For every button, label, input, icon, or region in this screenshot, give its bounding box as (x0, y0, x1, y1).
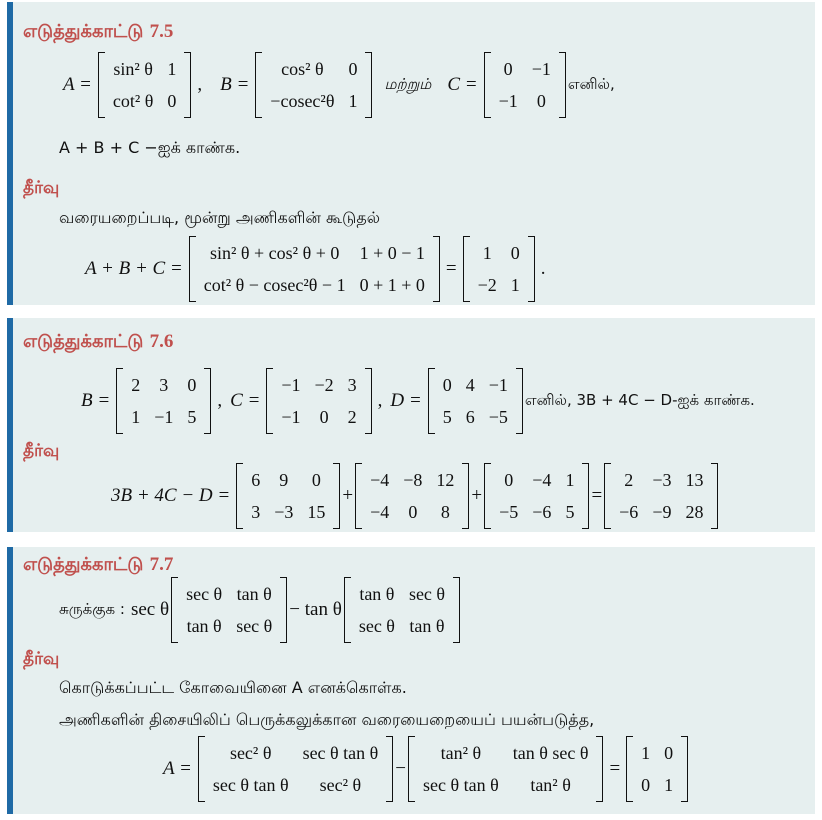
matrix-cell: −8 (403, 470, 423, 490)
matrix-d (428, 368, 523, 434)
equals-sign: = (609, 758, 621, 779)
matrix-cell: 0 (641, 775, 651, 795)
matrix-cell: −6 (619, 502, 639, 522)
task-text: A + B + C −ஐக் காண்க. (59, 138, 241, 157)
matrix-cell: −1 (281, 407, 301, 427)
solution-line-1: கொடுக்கப்பட்ட கோவையினை A எனக்கொள்க. (59, 678, 407, 697)
matrix-cell: tan θ (186, 616, 222, 636)
sum-matrix (189, 236, 440, 302)
task-text: எனில், 3B + 4C − D-ஐக் காண்க. (524, 391, 755, 409)
matrix-cell: 1 (664, 775, 674, 795)
comma: , (217, 390, 223, 411)
matrix-cell: 4 (465, 375, 475, 395)
solution-label: தீர்வு (23, 178, 60, 198)
sum-equation (81, 236, 550, 302)
and-word: மற்றும் (384, 75, 432, 93)
matrix-cell: 0 (503, 59, 513, 79)
given-matrices-line (77, 368, 755, 434)
matrix-4c (355, 463, 469, 529)
matrix-cell: −1 (531, 59, 551, 79)
matrix-cell: −5 (488, 407, 508, 427)
matrix-cell: 3 (159, 375, 169, 395)
matrix-cell: −6 (532, 502, 552, 522)
matrix-cell: 1 (641, 743, 651, 763)
matrix-cell: 13 (685, 470, 704, 490)
given-matrices-line (59, 52, 615, 118)
heading-text: எடுத்துக்காட்டு (23, 21, 144, 42)
matrix-cell: tan θ (359, 584, 395, 604)
matrix-cell: sin² θ + cos² θ + 0 (210, 243, 340, 263)
matrix-m2 (344, 577, 460, 643)
matrix-cell: cot² θ (112, 91, 154, 111)
matrix-cell: 0 + 1 + 0 (359, 275, 425, 295)
matrix-cell: 12 (436, 470, 455, 490)
matrix-b-label: B = (220, 74, 250, 95)
matrix-cell: 28 (685, 502, 704, 522)
matrix-cell: sec θ tan θ (212, 775, 289, 795)
matrix-m1 (171, 577, 287, 643)
final-equation (159, 736, 690, 802)
matrix-cell: −1 (154, 407, 174, 427)
matrix-c (484, 52, 566, 118)
matrix-c (266, 368, 371, 434)
example-heading (23, 21, 173, 44)
matrix-cell: 1 (167, 59, 177, 79)
matrix-cell: 0 (319, 407, 329, 427)
solution-label: தீர்வு (23, 649, 60, 669)
matrix-cell: sec θ (408, 584, 446, 604)
matrix-cell: sec θ tan θ (302, 743, 379, 763)
equals-sign: = (591, 485, 603, 506)
matrix-cell: 1 + 0 − 1 (359, 243, 425, 263)
matrix-cell: sec θ (186, 584, 223, 604)
matrix-cell: sec θ tan θ (423, 775, 499, 795)
heading-number: 7.5 (149, 21, 174, 42)
identity-matrix (626, 736, 688, 802)
if-word: எனில், (567, 75, 615, 93)
matrix-cell: 1 (348, 91, 358, 111)
simplify-label: சுருக்குக : (59, 600, 125, 618)
matrix-cell: 3 (347, 375, 357, 395)
matrix-b (116, 368, 211, 434)
period: . (540, 258, 546, 279)
matrix-cell: 0 (510, 243, 520, 263)
matrix-cell: −4 (370, 502, 390, 522)
matrix-cell: −4 (370, 470, 390, 490)
matrix-cell: 5 (565, 502, 575, 522)
matrix-3b (236, 463, 340, 529)
matrix-b (255, 52, 372, 118)
matrix-cell: 2 (347, 407, 357, 427)
matrix-cell: 6 (465, 407, 475, 427)
matrix-cell: −3 (652, 470, 672, 490)
matrix-cell: tan² θ (530, 775, 571, 795)
matrix-cell: −cosec²θ (270, 91, 335, 111)
plus-sign: + (471, 485, 483, 506)
matrix-cell: cot² θ − cosec²θ − 1 (203, 275, 346, 295)
matrix-minus-d (484, 463, 589, 529)
matrix-cell: tan θ sec θ (512, 743, 589, 763)
matrix-b-label: B = (81, 390, 111, 411)
sec-coefficient: sec θ (130, 599, 170, 620)
matrix-cell: 2 (131, 375, 141, 395)
solution-intro: வரையறைப்படி, மூன்று அணிகளின் கூடுதல் (59, 208, 381, 227)
example-7-7-box (7, 547, 815, 814)
comma: , (197, 74, 203, 95)
matrix-cell: 2 (624, 470, 634, 490)
heading-number: 7.7 (149, 554, 174, 575)
matrix-a (98, 52, 192, 118)
result-matrix (463, 236, 535, 302)
matrix-a-label: A = (163, 758, 192, 779)
matrix-cell: sec² θ (229, 743, 272, 763)
matrix-p (198, 736, 393, 802)
matrix-cell: 0 (167, 91, 177, 111)
matrix-cell: 5 (187, 407, 197, 427)
matrix-cell: −9 (652, 502, 672, 522)
matrix-cell: tan² θ (440, 743, 482, 763)
example-7-6-box (7, 318, 815, 532)
matrix-cell: 5 (442, 407, 452, 427)
matrix-cell: 0 (664, 743, 674, 763)
matrix-cell: 0 (442, 375, 452, 395)
matrix-cell: 0 (311, 470, 321, 490)
minus-tan-coefficient: − tan θ (289, 599, 342, 620)
matrix-cell: cos² θ (281, 59, 324, 79)
matrix-cell: 0 (536, 91, 546, 111)
matrix-d-label: D = (390, 390, 422, 411)
matrix-cell: 0 (348, 59, 358, 79)
matrix-cell: sec θ (236, 616, 273, 636)
matrix-cell: 0 (504, 470, 514, 490)
matrix-c-label: C = (230, 390, 261, 411)
plus-sign: + (342, 485, 354, 506)
sum-label: A + B + C = (85, 258, 183, 279)
matrix-c-label: C = (447, 74, 478, 95)
example-7-5-box (7, 2, 815, 305)
matrix-cell: 1 (482, 243, 492, 263)
matrix-cell: tan θ (409, 616, 445, 636)
equals-sign: = (445, 258, 457, 279)
matrix-cell: 8 (440, 502, 450, 522)
expression-label: 3B + 4C − D = (111, 485, 231, 506)
matrix-cell: 15 (307, 502, 326, 522)
solution-label: தீர்வு (23, 441, 60, 461)
minus-sign: − (395, 758, 406, 779)
matrix-cell: 9 (279, 470, 289, 490)
matrix-cell: −4 (532, 470, 552, 490)
matrix-cell: −2 (314, 375, 334, 395)
matrix-cell: 0 (408, 502, 418, 522)
matrix-cell: 3 (251, 502, 261, 522)
matrix-cell: 1 (510, 275, 520, 295)
result-matrix (604, 463, 718, 529)
result-equation (107, 463, 720, 529)
matrix-a-label: A = (63, 74, 92, 95)
matrix-cell: −1 (488, 375, 508, 395)
matrix-cell: −3 (274, 502, 294, 522)
matrix-cell: sec² θ (319, 775, 362, 795)
heading-number: 7.6 (149, 331, 174, 352)
matrix-cell: 0 (187, 375, 197, 395)
example-heading (23, 554, 173, 577)
matrix-cell: sin² θ (113, 59, 153, 79)
matrix-cell: 1 (565, 470, 575, 490)
matrix-cell: tan θ (236, 584, 272, 604)
matrix-cell: −1 (498, 91, 518, 111)
matrix-cell: 6 (251, 470, 261, 490)
heading-text: எடுத்துக்காட்டு (23, 331, 144, 352)
comma: , (377, 390, 383, 411)
example-heading (23, 331, 173, 354)
matrix-cell: 1 (131, 407, 141, 427)
matrix-cell: −5 (499, 502, 519, 522)
matrix-cell: −2 (477, 275, 497, 295)
heading-text: எடுத்துக்காட்டு (23, 554, 144, 575)
matrix-q (408, 736, 603, 802)
simplify-line (59, 577, 462, 643)
matrix-cell: sec θ (358, 616, 395, 636)
matrix-cell: −1 (281, 375, 301, 395)
solution-line-2: அணிகளின் திசையிலிப் பெருக்கலுக்கான வரையைறையைப் பயன்படுத்த, (59, 710, 595, 729)
